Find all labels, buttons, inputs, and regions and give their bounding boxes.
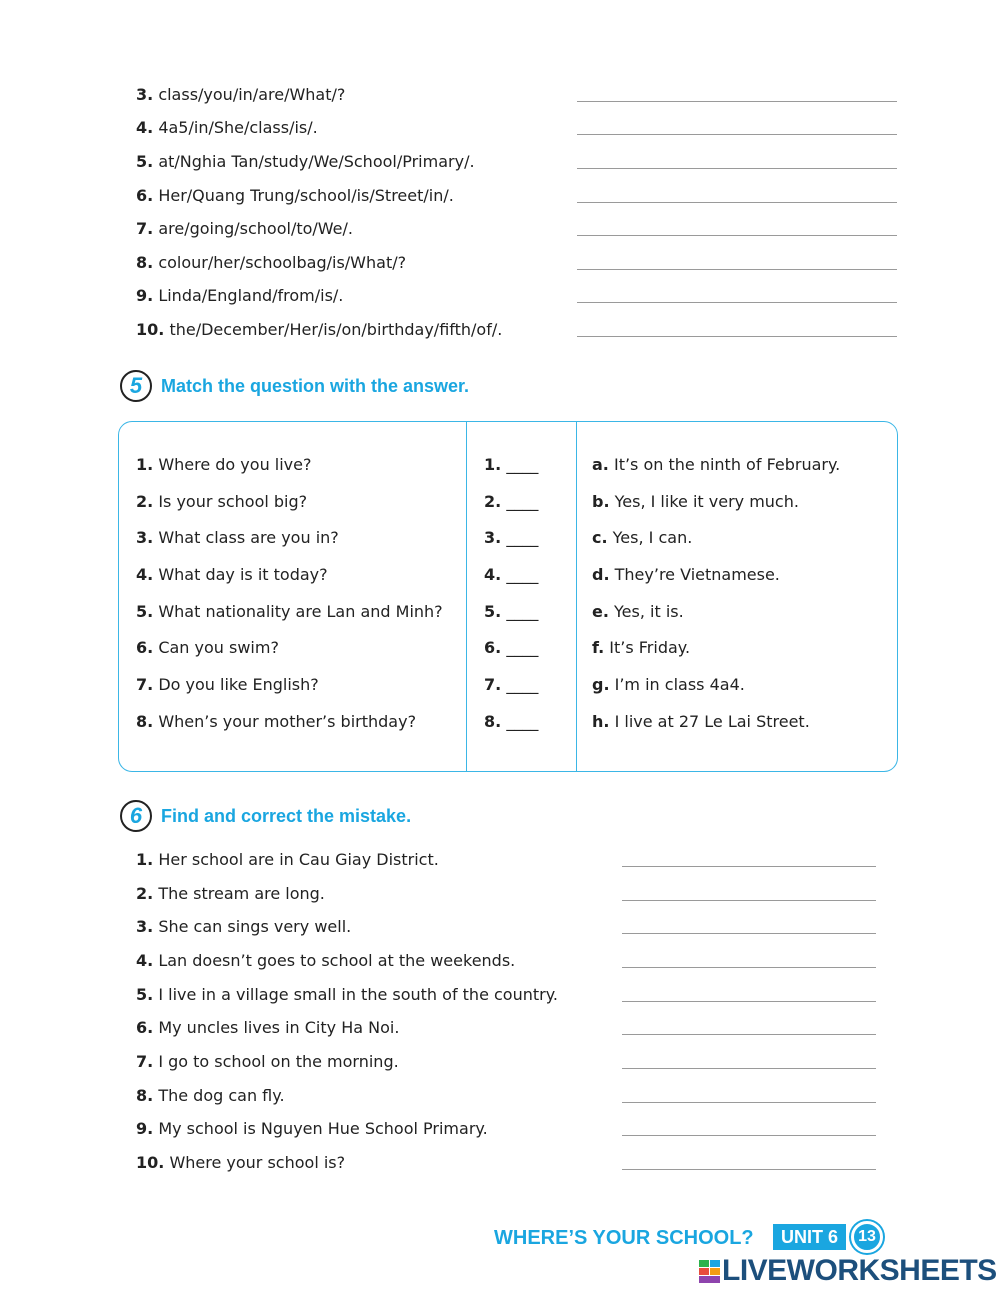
list-item: 6. Her/Quang Trung/school/is/Street/in/.: [136, 186, 454, 205]
list-item: 8. colour/her/schoolbag/is/What/?: [136, 253, 407, 272]
answer-slot[interactable]: 7. ____: [484, 675, 539, 694]
answer-slot[interactable]: 2. ____: [484, 492, 539, 511]
list-item: 4. Lan doesn’t goes to school at the weekends.: [136, 951, 516, 970]
list-item: e. Yes, it is.: [592, 602, 684, 621]
correction-line-5[interactable]: [622, 1001, 876, 1002]
unit-badge: UNIT 6: [773, 1224, 846, 1250]
correction-line-3[interactable]: [622, 933, 876, 934]
liveworksheets-logo-icon: [699, 1260, 721, 1284]
list-item: 5. at/Nghia Tan/study/We/School/Primary/.: [136, 152, 475, 171]
list-item: 2. Is your school big?: [136, 492, 308, 511]
list-item: 8. The dog can fly.: [136, 1086, 285, 1105]
list-item: 5. I live in a village small in the south of the country.: [136, 985, 558, 1004]
list-item: c. Yes, I can.: [592, 528, 693, 547]
list-item: 3. She can sings very well.: [136, 917, 352, 936]
answer-line-9[interactable]: [577, 302, 897, 303]
section-number-6: 6: [120, 800, 152, 832]
correction-line-2[interactable]: [622, 900, 876, 901]
footer-title: WHERE’S YOUR SCHOOL?: [494, 1227, 754, 1249]
answer-slot[interactable]: 8. ____: [484, 712, 539, 731]
list-item: 6. My uncles lives in City Ha Noi.: [136, 1018, 400, 1037]
correction-line-8[interactable]: [622, 1102, 876, 1103]
list-item: 8. When’s your mother’s birthday?: [136, 712, 417, 731]
list-item: 7. I go to school on the morning.: [136, 1052, 399, 1071]
list-item: 3. class/you/in/are/What/?: [136, 85, 346, 104]
answer-line-10[interactable]: [577, 336, 897, 337]
list-item: 3. What class are you in?: [136, 528, 339, 547]
list-item: 5. What nationality are Lan and Minh?: [136, 602, 443, 621]
list-item: 6. Can you swim?: [136, 638, 279, 657]
section-number-5: 5: [120, 370, 152, 402]
column-divider: [466, 422, 467, 771]
correction-line-10[interactable]: [622, 1169, 876, 1170]
page-number: 13: [851, 1221, 883, 1253]
correction-line-4[interactable]: [622, 967, 876, 968]
column-divider: [576, 422, 577, 771]
list-item: 2. The stream are long.: [136, 884, 325, 903]
list-item: d. They’re Vietnamese.: [592, 565, 780, 584]
list-item: g. I’m in class 4a4.: [592, 675, 745, 694]
list-item: a. It’s on the ninth of February.: [592, 455, 841, 474]
list-item: 9. My school is Nguyen Hue School Primary.: [136, 1119, 488, 1138]
correction-line-9[interactable]: [622, 1135, 876, 1136]
answer-slot[interactable]: 3. ____: [484, 528, 539, 547]
list-item: h. I live at 27 Le Lai Street.: [592, 712, 810, 731]
answer-line-4[interactable]: [577, 134, 897, 135]
list-item: 7. are/going/school/to/We/.: [136, 219, 353, 238]
list-item: 10. the/December/Her/is/on/birthday/fifth/of/.: [136, 320, 503, 339]
brand-name: LIVEWORKSHEETS: [722, 1254, 997, 1287]
correction-line-1[interactable]: [622, 866, 876, 867]
answer-line-3[interactable]: [577, 101, 897, 102]
answer-slot[interactable]: 6. ____: [484, 638, 539, 657]
list-item: 10. Where your school is?: [136, 1153, 346, 1172]
answer-line-7[interactable]: [577, 235, 897, 236]
correction-line-7[interactable]: [622, 1068, 876, 1069]
list-item: 9. Linda/England/from/is/.: [136, 286, 344, 305]
answer-line-8[interactable]: [577, 269, 897, 270]
list-item: 7. Do you like English?: [136, 675, 319, 694]
answer-slot[interactable]: 5. ____: [484, 602, 539, 621]
section-title-6: Find and correct the mistake.: [161, 806, 412, 826]
list-item: 4. 4a5/in/She/class/is/.: [136, 118, 318, 137]
answer-slot[interactable]: 1. ____: [484, 455, 539, 474]
correction-line-6[interactable]: [622, 1034, 876, 1035]
list-item: f. It’s Friday.: [592, 638, 691, 657]
list-item: 1. Where do you live?: [136, 455, 312, 474]
list-item: 4. What day is it today?: [136, 565, 328, 584]
list-item: b. Yes, I like it very much.: [592, 492, 799, 511]
list-item: 1. Her school are in Cau Giay District.: [136, 850, 439, 869]
answer-slot[interactable]: 4. ____: [484, 565, 539, 584]
section-title-5: Match the question with the answer.: [161, 376, 470, 396]
answer-line-5[interactable]: [577, 168, 897, 169]
answer-line-6[interactable]: [577, 202, 897, 203]
logo-blocks-icon: [699, 1260, 721, 1284]
